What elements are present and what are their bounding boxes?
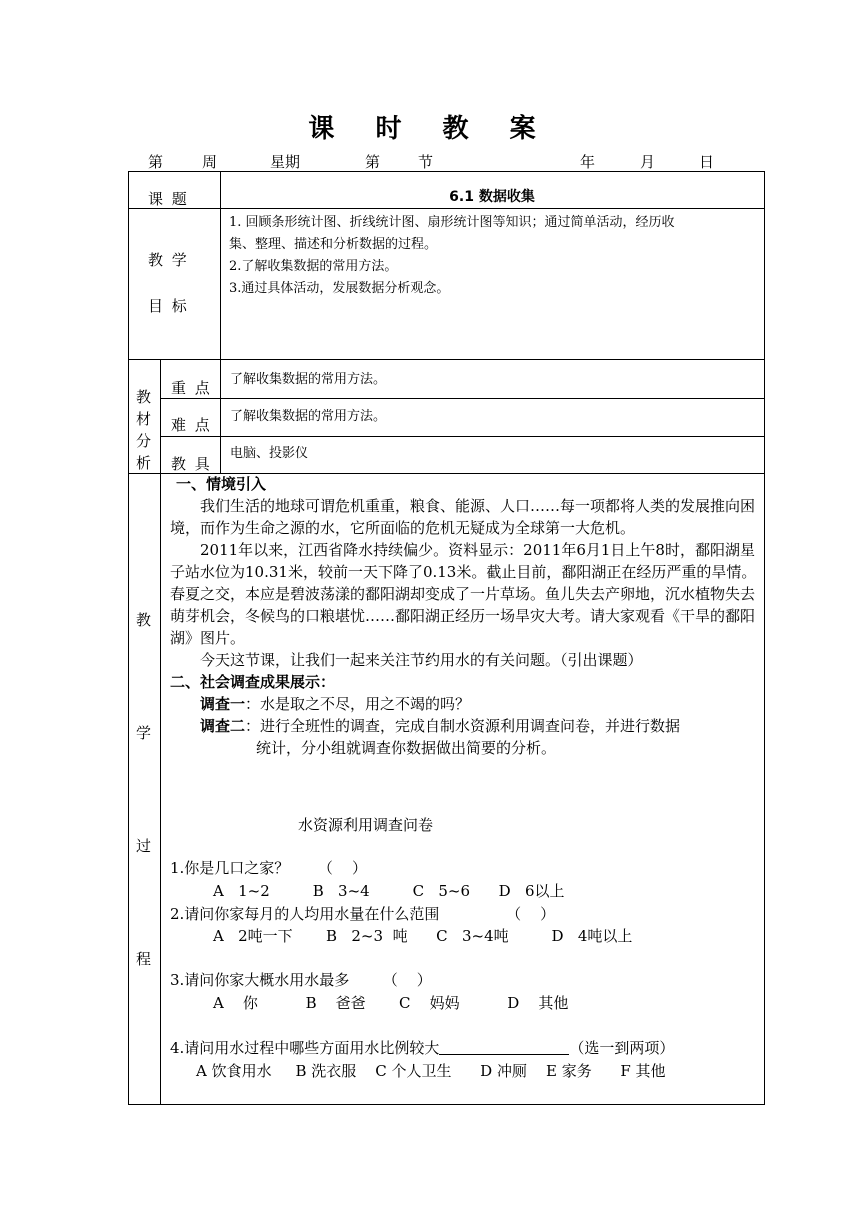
tools-label: 教 具	[171, 455, 212, 473]
questionnaire-title: 水资源利用调查问卷	[298, 816, 434, 834]
survey-2-text: ：进行全班性的调查，完成自制水资源利用调查问卷，并进行数据	[245, 717, 681, 735]
paragraph-3: 今天这节课，让我们一起来关注节约用水的有关问题。（引出课题）	[200, 651, 643, 669]
question-1: 1.你是几口之家？ （ ）	[170, 859, 367, 877]
goal-item: 2.了解收集数据的常用方法。	[229, 259, 398, 274]
key-point-label: 重 点	[171, 379, 212, 397]
survey-2-label: 调查二	[200, 717, 246, 735]
week-prefix: 第	[148, 153, 164, 171]
topic-label: 课 题	[148, 190, 189, 208]
page-title: 课 时 教 案	[308, 114, 552, 144]
question-4-blank[interactable]	[439, 1040, 569, 1055]
goal-item: 集、整理、描述和分析数据的过程。	[229, 237, 438, 252]
analysis-char: 材	[136, 410, 154, 428]
goal-label-1: 教 学	[148, 251, 189, 269]
goal-item: 3.通过具体活动，发展数据分析观念。	[229, 281, 450, 296]
process-char: 程	[136, 950, 154, 968]
year-label: 年	[580, 153, 596, 171]
survey-1-label: 调查一	[200, 695, 246, 713]
survey-1	[170, 693, 764, 715]
question-2: 2.请问你家每月的人均用水量在什么范围 （ ）	[170, 905, 556, 923]
question-4	[170, 1037, 674, 1058]
day-label: 日	[699, 153, 715, 171]
analysis-char: 分	[136, 432, 154, 450]
process-char: 过	[136, 837, 154, 855]
question-3-options: A 你 B 爸爸 C 妈妈 D 其他	[213, 994, 569, 1012]
goal-item: 1. 回顾条形统计图、折线统计图、扇形统计图等知识；通过简单活动，经历收	[229, 215, 675, 230]
key-point-value: 了解收集数据的常用方法。	[230, 372, 387, 387]
paragraph-2: 2011年以来，江西省降水持续偏少。资料显示：2011年6月1日上午8时，鄱阳湖星子站水位为10.31米，较前一天下降了0.13米。截止目前，鄱阳湖正在经历严重的旱情。春夏之交，本应是碧波荡漾的鄱阳湖却变成了一片草场。鱼儿失去产卵地，沉水植物失去萌芽机会，冬候鸟的口粮堪忧……鄱阳湖正经历一场旱灾大考。请大家观看《干旱的鄱阳湖》图片。	[170, 541, 757, 647]
survey-1-text: ：水是取之不尽，用之不竭的吗？	[245, 695, 471, 713]
question-1-options: A 1~2 B 3~4 C 5~6 D 6以上	[213, 882, 565, 900]
analysis-char: 教	[136, 388, 154, 406]
tools-value: 电脑、投影仪	[230, 446, 309, 461]
goals-list	[229, 212, 675, 300]
process-char: 教	[136, 611, 154, 629]
section1-title: 一、情境引入	[176, 475, 267, 493]
topic-value: 6.1 数据收集	[449, 189, 535, 205]
question-4-text: 4.请问用水过程中哪些方面用水比例较大	[170, 1039, 440, 1057]
week-suffix: 周	[202, 153, 218, 171]
question-4-note: （选一到两项）	[569, 1039, 675, 1057]
paragraph-1: 我们生活的地球可谓危机重重，粮食、能源、人口……每一项都将人类的发展推向困境，而作为生命之源的水，它所面临的危机无疑成为全球第一大危机。	[170, 497, 756, 537]
question-2-options: A 2吨一下 B 2~3 吨 C 3~4吨 D 4吨以上	[213, 927, 633, 945]
survey-2	[170, 715, 764, 737]
goal-label-2: 目 标	[148, 297, 189, 315]
weekday-label: 星期	[270, 153, 301, 171]
question-3: 3.请问你家大概水用水最多 （ ）	[170, 971, 432, 989]
analysis-char: 析	[136, 454, 154, 472]
difficulty-label: 难 点	[171, 416, 212, 434]
section2-title: 二、社会调查成果展示：	[170, 673, 336, 691]
month-label: 月	[640, 153, 656, 171]
process-content	[170, 473, 764, 759]
period-suffix: 节	[418, 153, 434, 171]
question-4-options: A 饮食用水 B 洗衣服 C 个人卫生 D 冲厕 E 家务 F 其他	[196, 1062, 666, 1080]
survey-2-text-cont: 统计，分小组就调查你数据做出简要的分析。	[256, 739, 557, 757]
process-char: 学	[136, 724, 154, 742]
difficulty-value: 了解收集数据的常用方法。	[230, 409, 387, 424]
period-prefix: 第	[365, 153, 381, 171]
